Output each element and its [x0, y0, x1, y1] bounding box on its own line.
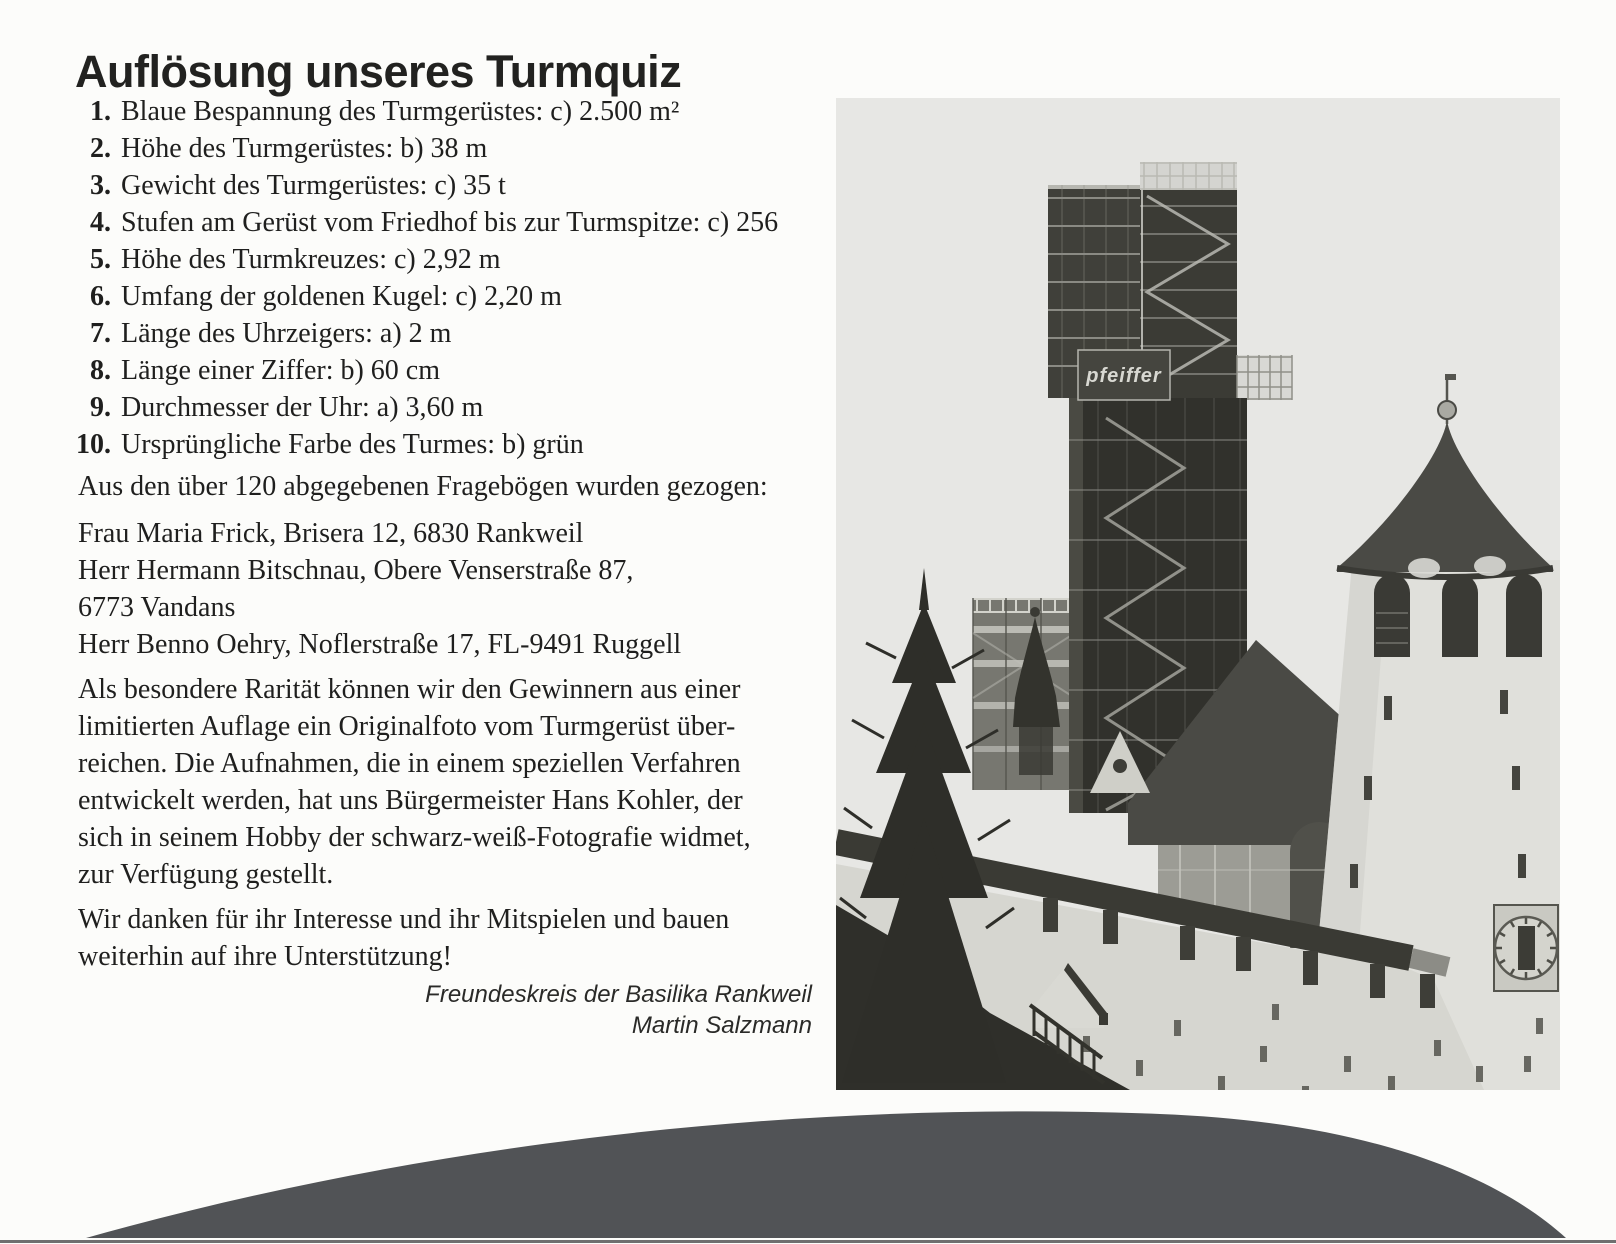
list-item: 5. Höhe des Turmkreuzes: c) 2,92 m: [90, 244, 501, 275]
belfry-window: [1506, 574, 1542, 657]
signature-block: [75, 979, 812, 1041]
belfry-window: [1374, 574, 1410, 657]
list-item: 9. Durchmesser der Uhr: a) 3,60 m: [90, 392, 484, 423]
list-item: 8. Länge einer Ziffer: b) 60 cm: [90, 355, 441, 386]
paragraph-raritaet: Als besondere Rarität können wir den Gewinnern aus einer limitierten Auflage ein Originalfoto vom Turmgerüst über- reichen. Die Aufnahmen, die in einem speziellen Verfahren entwickelt werden, hat uns Bürgermeister Hans Kohler, der sich in seinem Hobby der schwarz-weiß-Fotografie widmet, zur Verfügung gestellt.: [78, 674, 751, 890]
list-item: 4. Stufen am Gerüst vom Friedhof bis zur Turmspitze: c) 256: [90, 207, 779, 238]
winner-line: Frau Maria Frick, Brisera 12, 6830 Rankweil: [78, 518, 584, 549]
tower-photo-image: [836, 98, 1560, 1090]
list-item: 3. Gewicht des Turmgerüstes: c) 35 t: [90, 170, 506, 201]
quiz-answer-list: [75, 93, 778, 463]
banner-label: pfeiffer: [1086, 365, 1162, 387]
winner-line: Herr Hermann Bitschnau, Obere Venserstraße 87,: [78, 555, 634, 586]
belfry-window: [1442, 574, 1478, 657]
page-title: Auflösung unseres Turmquiz: [75, 46, 682, 98]
list-item: 10. Ursprüngliche Farbe des Turmes: b) grün: [76, 429, 584, 460]
paragraph-dank: Wir danken für ihr Interesse und ihr Mitspielen und bauen weiterhin auf ihre Unterstützung!: [78, 904, 730, 972]
finial-ball: [1438, 401, 1456, 419]
signature-org: Freundeskreis der Basilika Rankweil: [425, 981, 812, 1008]
winner-line: Herr Benno Oehry, Noflerstraße 17, FL-9491 Ruggell: [78, 629, 682, 660]
winner-line: 6773 Vandans: [78, 592, 236, 623]
tower-clock: [1494, 905, 1558, 991]
list-item: 6. Umfang der goldenen Kugel: c) 2,20 m: [90, 281, 562, 312]
list-item: 2. Höhe des Turmgerüstes: b) 38 m: [90, 133, 488, 164]
winners-list: [78, 515, 681, 663]
signature-person: Martin Salzmann: [631, 1012, 812, 1039]
pfeiffer-banner: [1078, 350, 1170, 400]
draw-intro: Aus den über 120 abgegebenen Fragebögen wurden gezogen:: [78, 471, 768, 502]
footer-swoosh: [0, 1044, 1616, 1244]
scaffold-rail-platform: [1237, 355, 1292, 400]
list-item: 7. Länge des Uhrzeigers: a) 2 m: [90, 318, 452, 349]
list-item: 1. Blaue Bespannung des Turmgerüstes: c) 2.500 m²: [90, 96, 680, 127]
page-edge-line: [0, 1240, 1616, 1243]
